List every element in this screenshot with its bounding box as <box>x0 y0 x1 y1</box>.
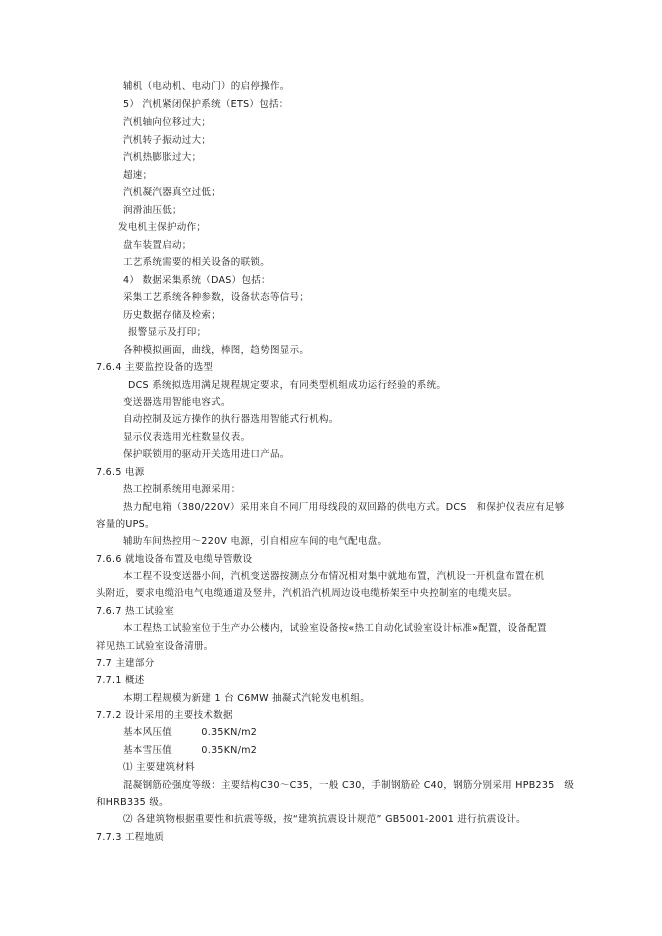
section-heading: 7.7.2 设计采用的主要技术数据 <box>96 710 233 721</box>
text-line: 各种模拟画面，曲线，棒图，趋势图显示。 <box>123 345 310 356</box>
text-line: 祥见热工试验室设备清册。 <box>96 641 214 652</box>
section-heading: 7.6.4 主要监控设备的选型 <box>96 362 214 373</box>
text-line: 润滑油压低； <box>123 205 182 216</box>
text-line: 4） 数据采集系统（DAS）包括： <box>123 275 271 286</box>
text-line: 容量的UPS。 <box>96 519 155 530</box>
text-line: 辅机（电动机、电动门）的启停操作。 <box>123 81 290 92</box>
text-line: 混凝钢筋砼强度等级：主要结构C30～C35，一般 C30，手制钢筋砼 C40，钢筋分别采用 HPB235 级 <box>123 780 575 791</box>
text-line: 报警显示及打印； <box>128 327 207 338</box>
section-heading: 7.6.6 就地设备布置及电缆导管敷设 <box>96 554 253 565</box>
text-line: 汽机凝汽器真空过低； <box>123 187 222 198</box>
text-line: 汽机轴向位移过大； <box>123 117 212 128</box>
text-line: 和HRB335 级。 <box>96 797 169 808</box>
section-heading: 7.7.1 概述 <box>96 675 145 686</box>
text-line: 自动控制及远方操作的执行器选用智能式行机构。 <box>123 414 339 425</box>
text-line: 发电机主保护动作； <box>118 222 207 233</box>
text-line: 变送器选用智能电容式。 <box>123 397 231 408</box>
text-line: 本工程热工试验室位于生产办公楼内，试验室设备按«热工自动化试验室设计标准»配置，设备配置 <box>123 623 547 634</box>
text-line: ⑴ 主要建筑材料 <box>123 762 195 773</box>
text-line: 辅助车间热控用～220V 电源，引自相应车间的电气配电盘。 <box>123 536 388 547</box>
text-line: 盘车装置启动； <box>123 240 192 251</box>
text-line: 汽机热膨胀过大； <box>123 152 202 163</box>
text-line: 工艺系统需要的相关设备的联锁。 <box>123 257 271 268</box>
text-line: 超速； <box>123 170 153 181</box>
text-line: 热力配电箱（380/220V）采用来自不同厂用母线段的双回路的供电方式。DCS 和保护仪表应有足够 <box>123 502 565 513</box>
text-line: 头附近，要求电缆沿电气电缆通道及竖井，汽机沿汽机周边设电缆桥架至中央控制室的电缆夹层。 <box>96 588 518 599</box>
text-line: 保护联锁用的驱动开关选用进口产品。 <box>123 449 290 460</box>
text-line: 采集工艺系统各种参数，设备状态等信号； <box>123 292 310 303</box>
text-line: 5） 汽机紧闭保护系统（ETS）包括： <box>123 99 289 110</box>
text-line: ⑵ 各建筑物根据重要性和抗震等级，按“建筑抗震设计规范” GB5001-2001 进行抗震设计。 <box>123 814 526 825</box>
section-heading: 7.6.5 电源 <box>96 467 145 478</box>
section-heading: 7.7.3 工程地质 <box>96 832 165 843</box>
text-line: 本期工程规模为新建 1 台 C6MW 抽凝式汽轮发电机组。 <box>123 693 371 704</box>
section-heading: 7.7 主建部分 <box>96 658 155 669</box>
text-line: 本工程不设变送器小间，汽机变送器按测点分布情况相对集中就地布置，汽机设一开机盘布置在机 <box>123 571 545 582</box>
text-line: 历史数据存储及检索； <box>123 310 222 321</box>
text-line: DCS 系统拟选用满足规程规定要求，有同类型机组成功运行经验的系统。 <box>128 380 447 391</box>
text-line: 基本雪压值 0.35KN/m2 <box>123 745 258 756</box>
text-line: 基本风压值 0.35KN/m2 <box>123 727 258 738</box>
section-heading: 7.6.7 热工试验室 <box>96 606 174 617</box>
text-line: 热工控制系统用电源采用： <box>123 484 241 495</box>
text-line: 显示仪表选用光柱数显仪表。 <box>123 432 251 443</box>
text-line: 汽机转子振动过大； <box>123 135 212 146</box>
